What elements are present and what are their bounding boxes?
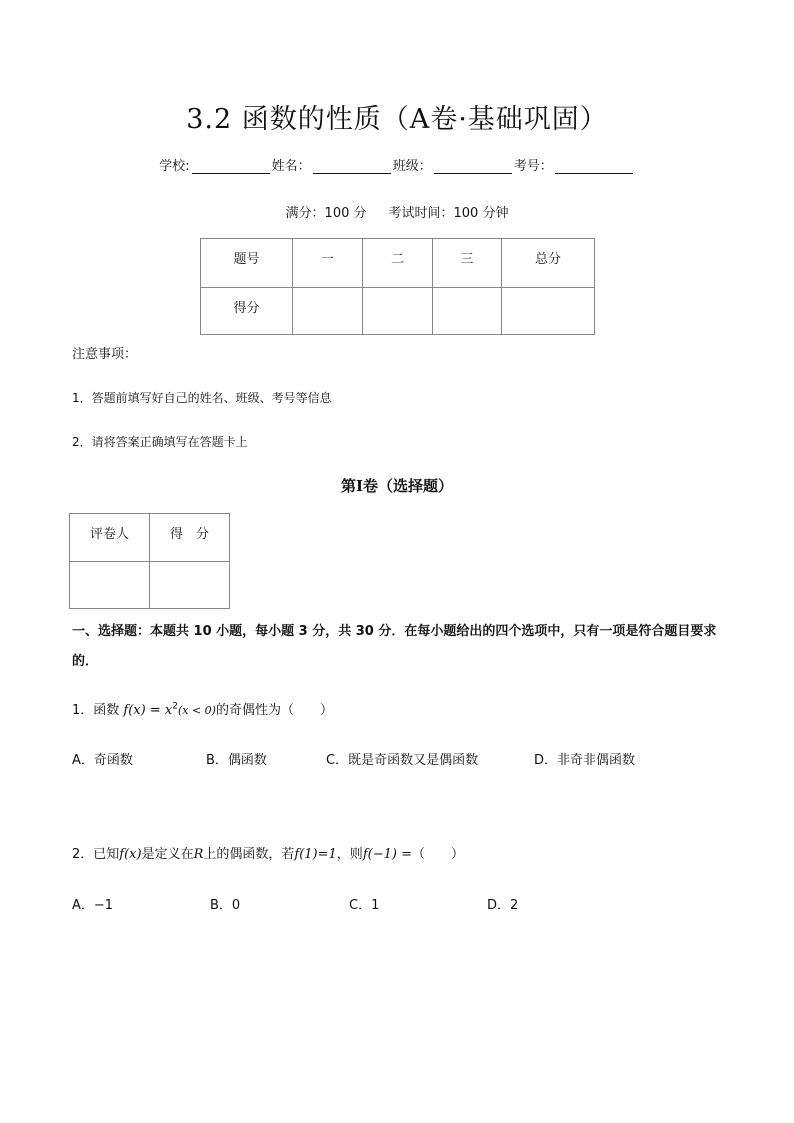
exam-time: 考试时间：100 分钟 (388, 206, 509, 221)
q1-option-d[interactable]: D．非奇非偶函数 (534, 753, 636, 768)
score-cell[interactable] (502, 288, 595, 335)
q2-prefix: 2．已知 (72, 847, 120, 862)
score-header-cell: 二 (363, 239, 433, 288)
q1-function: f(x) (123, 703, 146, 718)
q1-expr-base: x (164, 703, 173, 718)
q1-option-b[interactable]: B．偶函数 (206, 753, 267, 768)
q1-option-a[interactable]: A．奇函数 (72, 753, 133, 768)
page-title: 3.2 函数的性质（A卷·基础巩固） (186, 104, 608, 135)
q2-option-c[interactable]: C．1 (349, 898, 380, 913)
score-header-cell: 题号 (201, 239, 293, 288)
q1-prefix: 1．函数 (72, 703, 124, 718)
q1-expr-exponent: 2 (172, 701, 178, 712)
q2-mid1: 是定义在 (141, 847, 194, 862)
score-header-cell: 三 (433, 239, 502, 288)
score-table-header-row (201, 239, 595, 288)
q2-suffix: （ ） (411, 847, 464, 862)
question-2 (72, 843, 464, 862)
grader-row (70, 562, 230, 609)
q1-suffix: 的奇偶性为（ ） (215, 703, 333, 718)
question-1 (72, 699, 333, 718)
score-table (200, 238, 595, 335)
section-title: 第Ⅰ卷（选择题） (340, 477, 454, 495)
q2-given: f(1)=1 (294, 847, 337, 862)
part-one-instructions: 一、选择题：本题共 10 小题，每小题 3 分，共 30 分．在每小题给出的四个选项中，只有一项是符合题目要求的． (72, 624, 717, 669)
school-label: 学校: (159, 159, 190, 174)
class-label: 班级： (392, 159, 432, 174)
score-cell[interactable] (293, 288, 363, 335)
score-header-cell: 一 (293, 239, 363, 288)
q2-set: R (193, 847, 204, 862)
exam-no-blank[interactable] (555, 159, 633, 174)
q2-option-b[interactable]: B．0 (210, 898, 241, 913)
q1-option-c[interactable]: C．既是奇函数又是偶函数 (326, 753, 479, 768)
full-score: 满分：100 分 (285, 206, 367, 221)
q1-equals: = (145, 703, 165, 718)
grader-header-row (70, 514, 230, 562)
grader-cell[interactable] (150, 562, 230, 609)
exam-no-label: 考号： (513, 159, 553, 174)
name-blank[interactable] (313, 159, 391, 174)
school-blank[interactable] (192, 159, 270, 174)
q2-ask: f(−1) = (362, 847, 412, 862)
score-table-row (201, 288, 595, 335)
q2-option-d[interactable]: D．2 (487, 898, 519, 913)
exam-meta (0, 202, 794, 221)
q2-function: f(x) (119, 847, 142, 862)
q2-mid3: ，则 (336, 847, 363, 862)
student-info-line (0, 155, 794, 174)
score-cell[interactable] (433, 288, 502, 335)
q2-mid2: 上的偶函数，若 (203, 847, 295, 862)
grader-header-cell: 评卷人 (70, 514, 150, 562)
name-label: 姓名： (271, 159, 311, 174)
grader-header-cell: 得 分 (150, 514, 230, 562)
note-item: 1．答题前填写好自己的姓名、班级、考号等信息 (72, 391, 332, 405)
notes-heading: 注意事项： (72, 347, 138, 362)
score-cell[interactable] (363, 288, 433, 335)
grader-cell[interactable] (70, 562, 150, 609)
grader-table (69, 513, 230, 609)
score-header-cell: 总分 (502, 239, 595, 288)
score-row-label: 得分 (201, 288, 293, 335)
note-item: 2．请将答案正确填写在答题卡上 (72, 435, 248, 449)
q2-option-a[interactable]: A．−1 (72, 898, 114, 913)
class-blank[interactable] (434, 159, 512, 174)
q1-condition: (x < 0) (177, 704, 216, 717)
